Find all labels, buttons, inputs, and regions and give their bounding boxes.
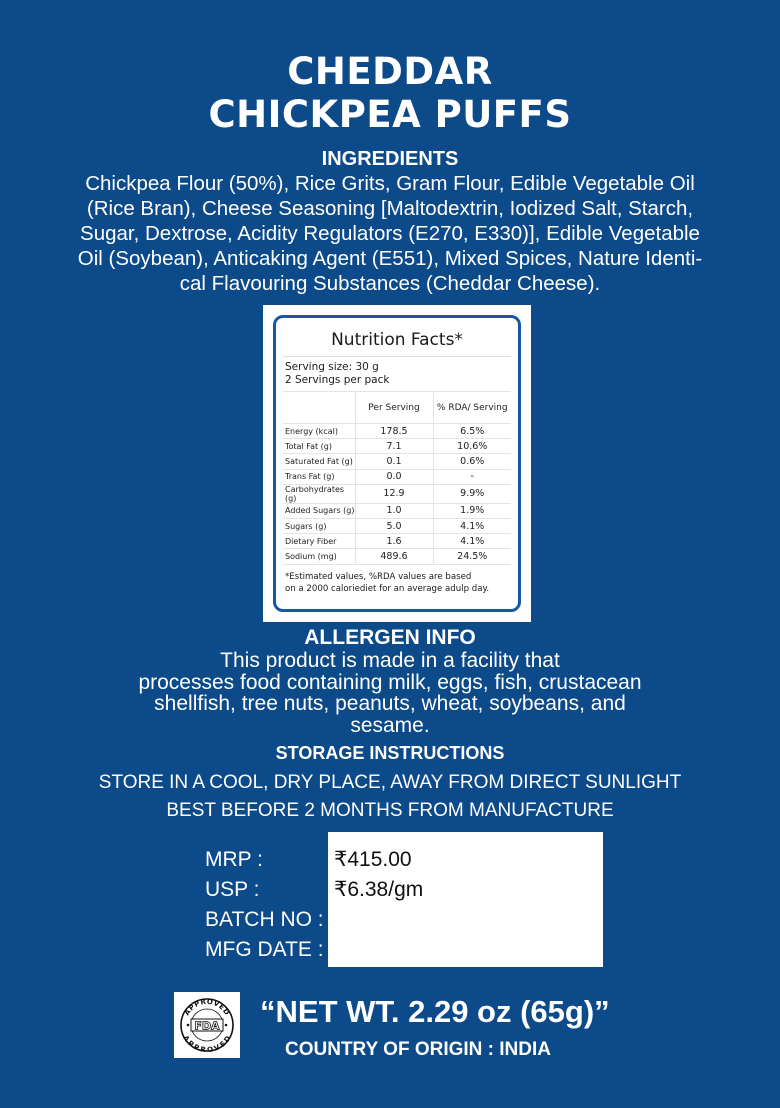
divider bbox=[283, 356, 511, 357]
net-weight: “NET WT. 2.29 oz (65g)” bbox=[260, 994, 610, 1029]
nutrient-per-serving: 0.0 bbox=[355, 469, 433, 484]
nutrition-row bbox=[283, 503, 511, 518]
storage-heading: STORAGE INSTRUCTIONS bbox=[275, 743, 505, 763]
nutrition-row bbox=[283, 484, 511, 503]
nutrition-row bbox=[283, 469, 511, 484]
nutrient-per-serving: 5.0 bbox=[355, 518, 433, 533]
pricing-value-box bbox=[328, 832, 603, 967]
nutrient-rda: 4.1% bbox=[433, 518, 511, 533]
nutrient-rda: 9.9% bbox=[433, 484, 511, 503]
allergen-line: This product is made in a facility that bbox=[220, 649, 560, 672]
batch-label: BATCH NO : bbox=[205, 908, 324, 931]
nutrition-footnote bbox=[285, 571, 518, 595]
nutrition-row bbox=[283, 518, 511, 533]
nutrient-rda: 24.5% bbox=[433, 549, 511, 564]
column-header-per-serving: Per Serving bbox=[355, 392, 433, 424]
mfg-date-label: MFG DATE : bbox=[205, 938, 324, 961]
allergen-line: processes food containing milk, eggs, fish, crustacean bbox=[138, 670, 642, 694]
storage-text bbox=[0, 769, 780, 825]
allergen-heading: ALLERGEN INFO bbox=[304, 626, 476, 649]
mrp-value: ₹415.00 bbox=[334, 848, 412, 871]
nutrient-name: Sodium (mg) bbox=[283, 549, 355, 564]
svg-text:APPROVED: APPROVED bbox=[181, 1034, 233, 1055]
nutrient-name: Dietary Fiber bbox=[283, 534, 355, 549]
serving-size: Serving size: 30 g bbox=[285, 361, 379, 373]
batch-value bbox=[334, 905, 423, 935]
fda-approved-badge bbox=[174, 992, 240, 1058]
product-title-line2: CHICKPEA PUFFS bbox=[208, 93, 572, 136]
nutrition-row bbox=[283, 534, 511, 549]
nutrient-per-serving: 12.9 bbox=[355, 484, 433, 503]
nutrient-rda: 1.9% bbox=[433, 503, 511, 518]
svg-text:APPROVED: APPROVED bbox=[182, 997, 232, 1017]
ingredients-line: Chickpea Flour (50%), Rice Grits, Gram Flour, Edible Vegetable Oil bbox=[85, 172, 695, 195]
nutrition-row bbox=[283, 454, 511, 469]
nutrition-row bbox=[283, 549, 511, 564]
mfg-date-value bbox=[334, 935, 423, 965]
nutrient-name: Sugars (g) bbox=[283, 518, 355, 533]
nutrient-per-serving: 7.1 bbox=[355, 439, 433, 454]
nutrient-rda: 6.5% bbox=[433, 424, 511, 439]
nutrition-facts-title: Nutrition Facts* bbox=[331, 330, 463, 350]
svg-text:FDA: FDA bbox=[194, 1019, 220, 1033]
nutrient-rda: 10.6% bbox=[433, 439, 511, 454]
allergen-text bbox=[0, 650, 780, 736]
nutrient-name: Energy (kcal) bbox=[283, 424, 355, 439]
ingredients-text bbox=[0, 171, 780, 296]
nutrient-name: Total Fat (g) bbox=[283, 439, 355, 454]
nutrient-per-serving: 1.6 bbox=[355, 534, 433, 549]
nutrition-row bbox=[283, 439, 511, 454]
storage-line: BEST BEFORE 2 MONTHS FROM MANUFACTURE bbox=[166, 800, 614, 821]
nutrition-facts-card bbox=[273, 315, 521, 612]
pricing-labels bbox=[205, 845, 324, 965]
nutrient-rda: 4.1% bbox=[433, 534, 511, 549]
pricing-values bbox=[334, 845, 423, 965]
usp-label: USP : bbox=[205, 878, 260, 901]
ingredients-heading: INGREDIENTS bbox=[321, 148, 459, 170]
nutrition-header-row bbox=[283, 392, 511, 424]
ingredients-line: cal Flavouring Substances (Cheddar Cheese). bbox=[179, 272, 601, 295]
country-of-origin: COUNTRY OF ORIGIN : INDIA bbox=[285, 1039, 551, 1060]
nutrition-table bbox=[283, 391, 511, 565]
nutrient-rda: 0.6% bbox=[433, 454, 511, 469]
ingredients-line: Oil (Soybean), Anticaking Agent (E551), Mixed Spices, Nature Identi- bbox=[77, 247, 703, 270]
nutrition-row bbox=[283, 424, 511, 439]
footnote-line: on a 2000 caloriediet for an average adulp day. bbox=[285, 583, 490, 594]
nutrient-per-serving: 178.5 bbox=[355, 424, 433, 439]
nutrient-name: Carbohydrates (g) bbox=[283, 484, 355, 503]
usp-value: ₹6.38/gm bbox=[334, 878, 424, 901]
column-header-nutrient bbox=[283, 392, 355, 424]
ingredients-line: (Rice Bran), Cheese Seasoning [Maltodextrin, Iodized Salt, Starch, bbox=[86, 197, 694, 220]
nutrient-name: Trans Fat (g) bbox=[283, 469, 355, 484]
ingredients-line: Sugar, Dextrose, Acidity Regulators (E270, E330)], Edible Vegetable bbox=[80, 222, 700, 245]
nutrient-per-serving: 1.0 bbox=[355, 503, 433, 518]
fda-approved-icon bbox=[174, 992, 240, 1058]
nutrient-name: Added Sugars (g) bbox=[283, 503, 355, 518]
nutrient-rda: - bbox=[433, 469, 511, 484]
mrp-label: MRP : bbox=[205, 848, 263, 871]
servings-per-pack: 2 Servings per pack bbox=[285, 374, 390, 386]
allergen-line: sesame. bbox=[350, 713, 430, 737]
nutrient-per-serving: 489.6 bbox=[355, 549, 433, 564]
footnote-line: *Estimated values, %RDA values are based bbox=[285, 571, 472, 582]
storage-line: STORE IN A COOL, DRY PLACE, AWAY FROM DIRECT SUNLIGHT bbox=[98, 772, 682, 793]
nutrient-name: Saturated Fat (g) bbox=[283, 454, 355, 469]
nutrient-per-serving: 0.1 bbox=[355, 454, 433, 469]
product-title-line1: CHEDDAR bbox=[287, 50, 493, 93]
nutrition-facts-panel bbox=[263, 305, 531, 622]
column-header-rda: % RDA/ Serving bbox=[433, 392, 511, 424]
allergen-line: shellfish, tree nuts, peanuts, wheat, soybeans, and bbox=[154, 692, 626, 715]
